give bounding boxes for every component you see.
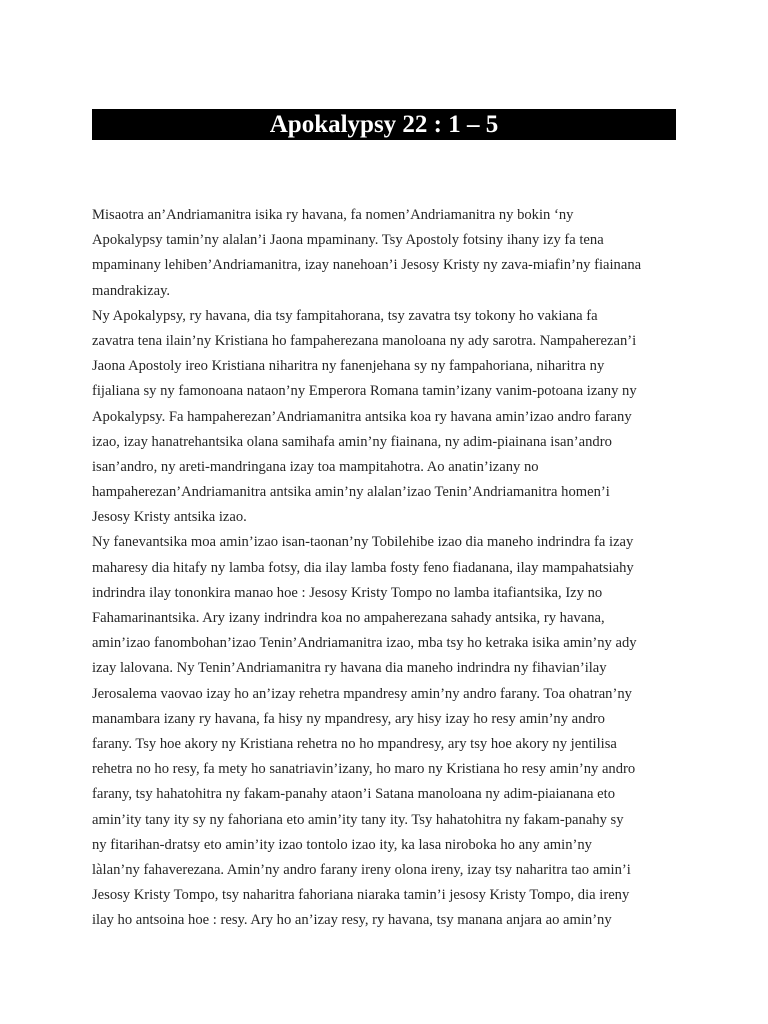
text-line: Ny Apokalypsy, ry havana, dia tsy fampitahorana, tsy zavatra tsy tokony ho vakiana fa xyxy=(92,307,598,324)
text-line: isan’andro, ny areti-mandringana izay toa mampitahotra. Ao anatin’izany no xyxy=(92,458,539,475)
text-line: Fahamarinantsika. Ary izany indrindra koa no ampaherezana sahady antsika, ry havana, xyxy=(92,610,605,626)
text-line: ny fitarihan-dratsy eto amin’ity izao tontolo izao ity, ka lasa niroboka ho any amin’ny xyxy=(92,836,592,853)
text-line: Ny fanevantsika moa amin’izao isan-taonan’ny Tobilehibe izao dia maneho indrindra fa izay xyxy=(92,534,634,551)
text-line: Misaotra an’Andriamanitra isika ry havana, fa nomen’Andriamanitra ny bokin ‘ny xyxy=(92,207,574,223)
text-line: fijaliana sy ny famonoana nataon’ny Emperora Romana tamin’izany vanim-potoana izany ny xyxy=(92,383,637,400)
page-title: Apokalypsy 22 : 1 – 5 xyxy=(269,111,499,138)
text-line: Apokalypsy. Fa hampaherezan’Andriamanitra antsika koa ry havana amin’izao andro farany xyxy=(92,408,632,425)
text-line: farany, tsy hahatohitra ny fakam-panahy ataon’i Satana manoloana ny adim-piaianana eto xyxy=(92,786,616,803)
text-line: hampaherezan’Andriamanitra antsika amin’ny alalan’izao Tenin’Andriamanitra homen’i xyxy=(92,484,610,501)
text-line: manambara izany ry havana, fa hisy ny mpandresy, ary hisy izay ho resy amin’ny andro xyxy=(92,710,605,727)
text-line: farany. Tsy hoe akory ny Kristiana rehetra no ho mpandresy, ary tsy hoe akory ny jentilisa xyxy=(92,735,617,752)
text-line: ilay ho antsoina hoe : resy. Ary ho an’izay resy, ry havana, tsy manana anjara ao amin’ny xyxy=(92,912,612,929)
text-line: zavatra tena ilain’ny Kristiana ho fampaherezana manoloana ny ady sarotra. Nampaherezan’i xyxy=(92,332,637,349)
text-line: Jaona Apostoly ireo Kristiana niharitra ny fanenjehana sy ny fampahoriana, niharitra ny xyxy=(92,358,605,375)
text-line: indrindra ilay tononkira manao hoe : Jesosy Kristy Tompo no lamba itafiantsika, Izy no xyxy=(92,584,603,601)
body-text xyxy=(92,203,676,933)
text-line: izay lalovana. Ny Tenin’Andriamanitra ry havana dia maneho indrindra ny fihavian’ilay xyxy=(92,660,607,677)
text-line: rehetra no ho resy, fa mety ho sanatriavin’izany, ho maro ny Kristiana ho resy amin’ny andro xyxy=(92,761,636,778)
text-line: amin’izao fanombohan’izao Tenin’Andriamanitra izao, mba tsy ho ketraka isika amin’ny ady xyxy=(92,635,637,652)
text-line: amin’ity tany ity sy ny fahoriana eto amin’ity tany ity. Tsy hahatohitra ny fakam-panahy sy xyxy=(92,811,624,828)
text-line: Jesosy Kristy Tompo, tsy naharitra fahoriana niaraka tamin’i jesosy Kristy Tompo, dia ireny xyxy=(92,887,630,904)
text-line: mandrakizay. xyxy=(92,282,171,299)
text-line: Jerosalema vaovao izay ho an’izay rehetra mpandresy amin’ny andro farany. Toa ohatran’ny xyxy=(92,685,632,702)
text-line: Jesosy Kristy antsika izao. xyxy=(92,509,247,526)
text-line: Apokalypsy tamin’ny alalan’i Jaona mpaminany. Tsy Apostoly fotsiny ihany izy fa tena xyxy=(92,232,604,249)
text-line: mpaminany lehiben’Andriamanitra, izay nanehoan’i Jesosy Kristy ny zava-miafin’ny fiainana xyxy=(92,257,642,274)
text-line: izao, izay hanatrehantsika olana samihafa amin’ny fiainana, ny adim-piainana isan’andro xyxy=(92,433,612,450)
text-line: làlan’ny fahaverezana. Amin’ny andro farany ireny olona ireny, izay tsy naharitra tao amin’i xyxy=(92,861,631,878)
title-banner xyxy=(92,109,676,140)
text-line: maharesy dia hitafy ny lamba fotsy, dia ilay lamba fosty feno fiadanana, ilay mampahatsiahy xyxy=(92,559,634,576)
